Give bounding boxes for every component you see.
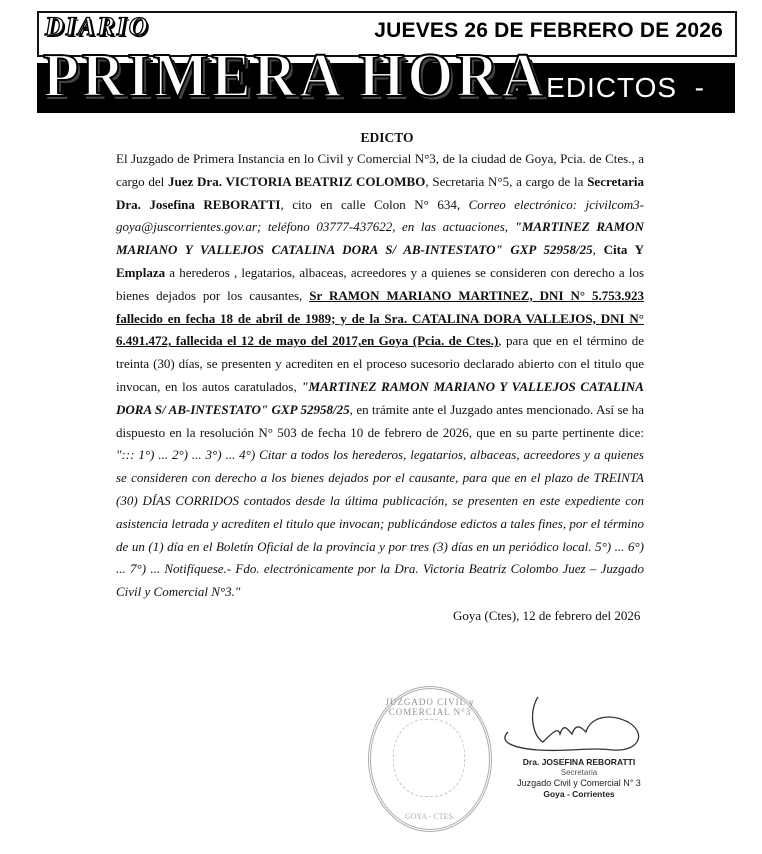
- text-run: ,: [592, 242, 604, 258]
- edict-title: EDICTO: [360, 130, 414, 145]
- issue-date: JUEVES 26 DE FEBRERO DE 2026: [374, 19, 723, 42]
- brand-diario: DIARIO: [45, 12, 150, 41]
- court-seal: [368, 686, 492, 832]
- signer-name: Dra. JOSEFINA REBORATTI: [522, 757, 636, 767]
- resolution-quote: "::: 1°) ... 2°) ... 3°) ... 4°) Citar a todos los herederos, legatarios, albaceas, acreedores y a quienes se consideren con derecho a los bienes dejados por el causante, para que en el plazo de TREINTA (30) DÍAS CORRIDOS contados desde la última publicación, se presenten en este expediente con asistencia letrada y acrediten el titulo que invocan; publicándose edictos a tales fines, por el término de un (1) día en el Boletín Oficial de la provincia y por tres (3) días en un periódico local. 5°) ... 6°) ... 7°) ... Notifíquese.- Fdo. electrónicamente por la Dra. Victoria Beatriz Colombo Juez – Juzgado Civil y Comercial N°3.": [116, 447, 644, 600]
- deceased-info: Sr RAMON MARIANO MARTINEZ, DNI N° 5.753.923 fallecido en fecha 18 de abril de 1989; y de la Sra. CATALINA DORA VALLEJOS, DNI N° 6.491.472, fallecida el 12 de mayo del 2017,en Goya (Pcia. de Ctes.): [116, 287, 644, 349]
- case-title-2: "MARTINEZ RAMON MARIANO Y VALLEJOS CATALINA DORA S/ AB-INTESTATO" GXP 52958/25: [116, 378, 644, 417]
- text-run: , para que en el término de treinta (30) días, se presenten y acrediten en el proceso sucesorio declarado abierto con el titulo que invocan, en los autos caratulados,: [116, 333, 644, 394]
- text-run: , Secretaria N°5, a cargo de la: [425, 173, 588, 189]
- edict-paragraph: [116, 148, 644, 604]
- edict-body: [116, 128, 644, 604]
- signature-block: [494, 757, 664, 800]
- text-run: , en trámite ante el Juzgado antes mencionado. Así se ha dispuesto en la resolución N° 503 de fecha 10 de febrero de 2026, que en su parte pertinente dice:: [116, 401, 644, 440]
- text-run: a herederos , legatarios, albaceas, acreedores y a quienes se consideren con derecho a los bienes dejados por los causantes,: [116, 264, 644, 303]
- signature-icon: [498, 692, 658, 762]
- coat-of-arms-icon: [393, 719, 465, 797]
- section-title: - EDICTOS -: [509, 72, 705, 103]
- masthead: [37, 11, 735, 113]
- judge-name: Juez Dra. VICTORIA BEATRIZ COLOMBO: [168, 173, 426, 189]
- seal-text: JUZGADO CIVIL y COMERCIAL N°3: [385, 697, 475, 717]
- seal-bottom-text: GOYA - CTES.: [404, 812, 455, 821]
- secretary-name: Secretaria Dra. Josefina REBORATTI: [116, 173, 644, 212]
- case-title: "MARTINEZ RAMON MARIANO Y VALLEJOS CATALINA DORA S/ AB-INTESTATO" GXP 52958/25: [116, 219, 644, 258]
- signer-role: Secretaria: [560, 768, 598, 777]
- text-run: , cito en calle Colon N° 634,: [280, 196, 469, 212]
- brand-logo: PRIMERA HORA: [43, 42, 547, 110]
- contact-info: Correo electrónico: jcivilcom3-goya@juscorrientes.gov.ar; teléfono 03777-437622, en las actuaciones,: [116, 196, 644, 235]
- cita-emplaza: Cita Y Emplaza: [116, 242, 644, 280]
- signer-city: Goya - Corrientes: [543, 789, 615, 799]
- signer-court: Juzgado Civil y Comercial N° 3: [517, 778, 641, 788]
- text-run: El Juzgado de Primera Instancia en lo Civil y Comercial N°3, de la ciudad de Goya, Pcia. de Ctes., a cargo del: [116, 151, 644, 189]
- place-date: Goya (Ctes), 12 de febrero del 2026: [453, 608, 641, 623]
